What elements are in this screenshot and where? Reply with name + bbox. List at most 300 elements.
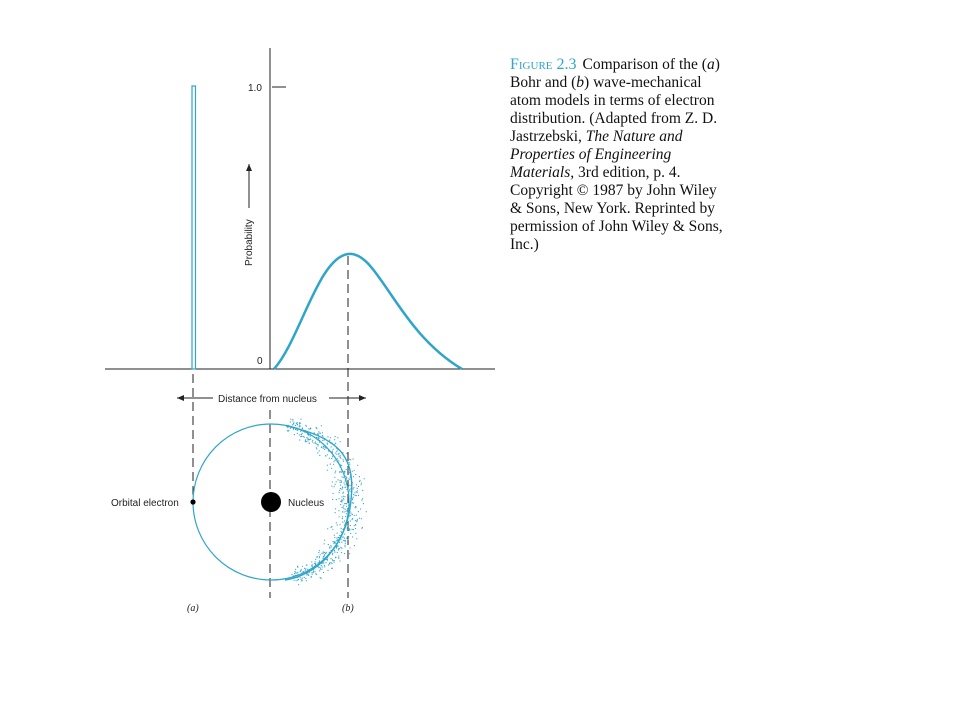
cloud-dot	[324, 566, 325, 567]
cloud-dot	[331, 458, 332, 459]
cloud-dot	[359, 518, 360, 519]
cloud-dot	[341, 542, 342, 543]
cloud-dot	[343, 499, 344, 500]
cloud-dot	[300, 577, 301, 578]
cloud-dot	[358, 511, 359, 512]
cloud-dot	[353, 458, 354, 459]
cloud-dot	[323, 553, 324, 554]
cloud-dot	[331, 563, 332, 564]
cloud-dot	[323, 551, 324, 552]
cloud-dot	[327, 442, 328, 443]
cloud-dot	[344, 545, 345, 546]
cloud-dot	[331, 526, 332, 527]
cloud-dot	[343, 461, 344, 462]
cloud-dot	[288, 431, 289, 432]
cloud-dot	[343, 505, 344, 506]
cloud-dot	[332, 553, 333, 554]
cloud-dot	[305, 578, 306, 579]
cloud-dot	[297, 433, 298, 434]
cloud-dot	[349, 490, 350, 491]
caption-text-1: Comparison of the (	[582, 56, 707, 73]
cloud-dot	[346, 469, 347, 470]
cloud-dot	[341, 472, 342, 473]
cloud-dot	[334, 535, 335, 536]
cloud-dot	[291, 574, 292, 575]
cloud-dot	[292, 420, 293, 421]
cloud-dot	[312, 441, 313, 442]
cloud-dot	[323, 448, 324, 449]
cloud-dot	[336, 481, 337, 482]
cloud-dot	[349, 528, 350, 529]
panel-b-label: (b)	[342, 603, 354, 614]
cloud-dot	[339, 482, 340, 483]
cloud-dot	[362, 498, 363, 499]
cloud-dot	[363, 503, 364, 504]
cloud-dot	[315, 561, 316, 562]
cloud-dot	[327, 436, 328, 437]
cloud-dot	[344, 503, 345, 504]
cloud-dot	[346, 513, 347, 514]
cloud-dot	[346, 453, 347, 454]
cloud-dot	[319, 450, 320, 451]
cloud-dot	[345, 541, 346, 542]
cloud-dot	[314, 571, 315, 572]
cloud-dot	[348, 537, 349, 538]
cloud-dot	[307, 569, 308, 570]
cloud-dot	[355, 528, 356, 529]
cloud-dot	[348, 529, 349, 530]
caption-text-4: b	[576, 74, 585, 91]
cloud-dot	[297, 422, 298, 423]
cloud-dot	[349, 547, 350, 548]
cloud-dot	[333, 449, 334, 450]
cloud-dot	[340, 441, 341, 442]
cloud-dot	[302, 427, 303, 428]
cloud-dot	[343, 540, 344, 541]
cloud-dot	[359, 481, 360, 482]
cloud-dot	[327, 560, 328, 561]
cloud-dot	[335, 443, 336, 444]
cloud-dot	[352, 514, 353, 515]
cloud-dot	[354, 492, 355, 493]
cloud-dot	[323, 440, 324, 441]
cloud-dot	[308, 575, 309, 576]
cloud-dot	[322, 435, 323, 436]
cloud-dot	[310, 428, 311, 429]
cloud-dot	[304, 568, 305, 569]
cloud-dot	[329, 547, 330, 548]
cloud-dot	[301, 580, 302, 581]
cloud-dot	[300, 431, 301, 432]
cloud-dot	[335, 471, 336, 472]
cloud-dot	[337, 552, 338, 553]
cloud-dot	[350, 533, 351, 534]
cloud-dot	[344, 484, 345, 485]
cloud-dot	[333, 562, 334, 563]
cloud-dot	[343, 477, 344, 478]
cloud-dot	[353, 494, 354, 495]
cloud-dot	[335, 543, 336, 544]
cloud-dot	[306, 426, 307, 427]
cloud-dot	[324, 565, 325, 566]
cloud-dot	[355, 507, 356, 508]
cloud-dot	[304, 577, 305, 578]
cloud-dot	[311, 572, 312, 573]
cloud-dot	[327, 470, 328, 471]
cloud-dot	[335, 436, 336, 437]
cloud-dot	[318, 552, 319, 553]
cloud-dot	[339, 524, 340, 525]
cloud-dot	[334, 486, 335, 487]
cloud-dot	[349, 485, 350, 486]
cloud-dot	[342, 507, 343, 508]
cloud-dot	[306, 441, 307, 442]
cloud-dot	[340, 488, 341, 489]
cloud-dot	[321, 425, 322, 426]
cloud-dot	[352, 499, 353, 500]
cloud-dot	[340, 547, 341, 548]
orbital-electron-dot	[190, 499, 195, 504]
cloud-dot	[350, 513, 351, 514]
cloud-dot	[323, 562, 324, 563]
cloud-dot	[353, 476, 354, 477]
cloud-dot	[340, 455, 341, 456]
cloud-dot	[302, 578, 303, 579]
cloud-dot	[354, 515, 355, 516]
cloud-dot	[341, 552, 342, 553]
cloud-dot	[341, 500, 342, 501]
cloud-dot	[337, 458, 338, 459]
cloud-dot	[361, 518, 362, 519]
cloud-dot	[298, 579, 299, 580]
cloud-dot	[355, 520, 356, 521]
cloud-dot	[325, 455, 326, 456]
cloud-dot	[301, 569, 302, 570]
cloud-dot	[339, 548, 340, 549]
cloud-dot	[293, 423, 294, 424]
cloud-dot	[338, 555, 339, 556]
cloud-dot	[302, 566, 303, 567]
cloud-dot	[310, 439, 311, 440]
cloud-dot	[340, 504, 341, 505]
cloud-dot	[290, 421, 291, 422]
cloud-dot	[361, 500, 362, 501]
cloud-dot	[327, 528, 328, 529]
figure-number: Figure 2.3	[510, 56, 577, 73]
cloud-dot	[327, 465, 328, 466]
cloud-dot	[329, 563, 330, 564]
cloud-dot	[341, 496, 342, 497]
cloud-dot	[344, 538, 345, 539]
cloud-dot	[296, 423, 297, 424]
cloud-dot	[364, 478, 365, 479]
cloud-dot	[296, 429, 297, 430]
cloud-dot	[361, 483, 362, 484]
cloud-dot	[341, 480, 342, 481]
cloud-dot	[325, 562, 326, 563]
cloud-dot	[299, 426, 300, 427]
cloud-dot	[308, 574, 309, 575]
cloud-dot	[357, 465, 358, 466]
cloud-dot	[309, 443, 310, 444]
cloud-dot	[293, 429, 294, 430]
cloud-dot	[305, 570, 306, 571]
cloud-dot	[306, 564, 307, 565]
nucleus-dot	[261, 492, 281, 512]
cloud-dot	[334, 552, 335, 553]
cloud-dot	[339, 490, 340, 491]
cloud-dot	[356, 484, 357, 485]
cloud-dot	[336, 499, 337, 500]
cloud-dot	[342, 518, 343, 519]
cloud-dot	[342, 522, 343, 523]
cloud-dot	[357, 520, 358, 521]
cloud-dot	[319, 570, 320, 571]
cloud-dot	[314, 442, 315, 443]
cloud-dot	[327, 454, 328, 455]
cloud-dot	[317, 445, 318, 446]
cloud-dot	[361, 484, 362, 485]
cloud-dot	[320, 577, 321, 578]
cloud-dot	[341, 531, 342, 532]
cloud-dot	[321, 569, 322, 570]
cloud-dot	[307, 439, 308, 440]
cloud-dot	[319, 438, 320, 439]
cloud-dot	[317, 437, 318, 438]
cloud-dot	[347, 539, 348, 540]
cloud-dot	[327, 570, 328, 571]
cloud-dot	[323, 572, 324, 573]
cloud-dot	[296, 580, 297, 581]
cloud-dot	[315, 563, 316, 564]
cloud-dot	[339, 516, 340, 517]
cloud-dot	[315, 573, 316, 574]
cloud-dot	[290, 419, 291, 420]
y-tick-label-bottom: 0	[257, 356, 263, 367]
cloud-dot	[321, 578, 322, 579]
cloud-dot	[332, 481, 333, 482]
cloud-dot	[344, 472, 345, 473]
cloud-dot	[355, 524, 356, 525]
cloud-dot	[366, 511, 367, 512]
cloud-dot	[302, 433, 303, 434]
caption-text-2: a	[706, 56, 715, 73]
cloud-dot	[295, 425, 296, 426]
cloud-dot	[305, 440, 306, 441]
panel-a-label: (a)	[187, 603, 199, 614]
cloud-dot	[341, 482, 342, 483]
cloud-dot	[319, 550, 320, 551]
cloud-dot	[297, 566, 298, 567]
cloud-dot	[322, 558, 323, 559]
x-axis-label: Distance from nucleus	[218, 394, 317, 405]
cloud-dot	[355, 533, 356, 534]
cloud-dot	[344, 520, 345, 521]
cloud-dot	[332, 568, 333, 569]
cloud-dot	[353, 487, 354, 488]
cloud-dot	[353, 488, 354, 489]
cloud-dot	[328, 564, 329, 565]
cloud-dot	[337, 524, 338, 525]
cloud-dot	[334, 439, 335, 440]
cloud-dot	[322, 432, 323, 433]
cloud-dot	[357, 519, 358, 520]
cloud-dot	[333, 461, 334, 462]
cloud-dot	[334, 460, 335, 461]
cloud-dot	[329, 458, 330, 459]
cloud-dot	[306, 580, 307, 581]
cloud-dot	[295, 572, 296, 573]
cloud-dot	[352, 518, 353, 519]
cloud-dot	[339, 542, 340, 543]
cloud-dot	[319, 560, 320, 561]
cloud-dot	[348, 478, 349, 479]
cloud-dot	[317, 444, 318, 445]
y-tick-label-top: 1.0	[248, 83, 262, 94]
cloud-dot	[339, 480, 340, 481]
cloud-dot	[336, 454, 337, 455]
cloud-dot	[339, 535, 340, 536]
cloud-dot	[317, 433, 318, 434]
cloud-dot	[342, 487, 343, 488]
cloud-dot	[359, 476, 360, 477]
orbital-electron-label: Orbital electron	[111, 498, 179, 509]
cloud-dot	[337, 540, 338, 541]
cloud-dot	[335, 557, 336, 558]
cloud-dot	[336, 451, 337, 452]
cloud-dot	[347, 467, 348, 468]
cloud-dot	[287, 427, 288, 428]
cloud-dot	[320, 568, 321, 569]
cloud-dot	[299, 425, 300, 426]
cloud-dot	[337, 533, 338, 534]
cloud-dot	[341, 465, 342, 466]
cloud-dot	[356, 538, 357, 539]
cloud-dot	[354, 545, 355, 546]
cloud-dot	[316, 444, 317, 445]
cloud-dot	[333, 541, 334, 542]
cloud-dot	[352, 529, 353, 530]
cloud-dot	[347, 510, 348, 511]
cloud-dot	[324, 552, 325, 553]
cloud-dot	[301, 579, 302, 580]
cloud-dot	[299, 434, 300, 435]
cloud-dot	[338, 510, 339, 511]
cloud-dot	[360, 508, 361, 509]
cloud-dot	[355, 474, 356, 475]
cloud-dot	[331, 527, 332, 528]
cloud-dot	[319, 557, 320, 558]
cloud-dot	[312, 574, 313, 575]
cloud-dot	[343, 506, 344, 507]
cloud-dot	[355, 495, 356, 496]
cloud-dot	[344, 511, 345, 512]
cloud-dot	[330, 558, 331, 559]
cloud-dot	[336, 538, 337, 539]
cloud-dot	[340, 485, 341, 486]
cloud-dot	[335, 472, 336, 473]
cloud-dot	[321, 565, 322, 566]
cloud-dot	[297, 572, 298, 573]
cloud-dot	[346, 503, 347, 504]
cloud-dot	[330, 545, 331, 546]
y-axis-label: Probability	[244, 219, 255, 266]
cloud-dot	[304, 437, 305, 438]
cloud-dot	[354, 470, 355, 471]
cloud-dot	[345, 516, 346, 517]
cloud-dot	[343, 459, 344, 460]
cloud-dot	[347, 528, 348, 529]
cloud-dot	[318, 431, 319, 432]
cloud-dot	[330, 437, 331, 438]
cloud-dot	[344, 553, 345, 554]
cloud-dot	[324, 555, 325, 556]
cloud-dot	[310, 436, 311, 437]
cloud-dot	[339, 492, 340, 493]
cloud-dot	[301, 436, 302, 437]
cloud-dot	[341, 501, 342, 502]
cloud-dot	[352, 502, 353, 503]
cloud-dot	[359, 480, 360, 481]
cloud-dot	[343, 492, 344, 493]
cloud-dot	[340, 458, 341, 459]
cloud-dot	[312, 564, 313, 565]
cloud-dot	[332, 499, 333, 500]
cloud-dot	[307, 440, 308, 441]
cloud-dot	[313, 571, 314, 572]
cloud-dot	[338, 498, 339, 499]
cloud-dot	[335, 484, 336, 485]
cloud-dot	[356, 506, 357, 507]
cloud-dot	[336, 522, 337, 523]
cloud-dot	[343, 496, 344, 497]
cloud-dot	[297, 424, 298, 425]
cloud-dot	[316, 447, 317, 448]
cloud-dot	[345, 509, 346, 510]
cloud-dot	[349, 489, 350, 490]
cloud-dot	[321, 553, 322, 554]
cloud-dot	[292, 419, 293, 420]
cloud-dot	[332, 451, 333, 452]
cloud-dot	[338, 460, 339, 461]
cloud-dot	[316, 557, 317, 558]
cloud-dot	[356, 515, 357, 516]
cloud-dot	[322, 440, 323, 441]
cloud-dot	[350, 459, 351, 460]
cloud-dot	[328, 544, 329, 545]
cloud-dot	[345, 543, 346, 544]
caption-text-6: The Nature and Properties of Engineering Materials,	[510, 128, 683, 181]
cloud-dot	[329, 440, 330, 441]
cloud-dot	[298, 584, 299, 585]
cloud-dot	[324, 447, 325, 448]
cloud-dot	[348, 525, 349, 526]
cloud-dot	[335, 452, 336, 453]
bohr-probability-bar	[192, 86, 196, 369]
cloud-dot	[315, 443, 316, 444]
cloud-dot	[301, 434, 302, 435]
cloud-dot	[334, 477, 335, 478]
cloud-dot	[325, 553, 326, 554]
cloud-dot	[331, 486, 332, 487]
cloud-dot	[353, 497, 354, 498]
cloud-dot	[346, 478, 347, 479]
cloud-dot	[362, 490, 363, 491]
cloud-dot	[335, 512, 336, 513]
cloud-dot	[331, 546, 332, 547]
cloud-dot	[319, 433, 320, 434]
caption-text-7: 3rd edition, p. 4. Copyright © 1987 by John Wiley & Sons, New York. Reprinted by permission of John Wiley & Sons, Inc.)	[510, 164, 723, 253]
